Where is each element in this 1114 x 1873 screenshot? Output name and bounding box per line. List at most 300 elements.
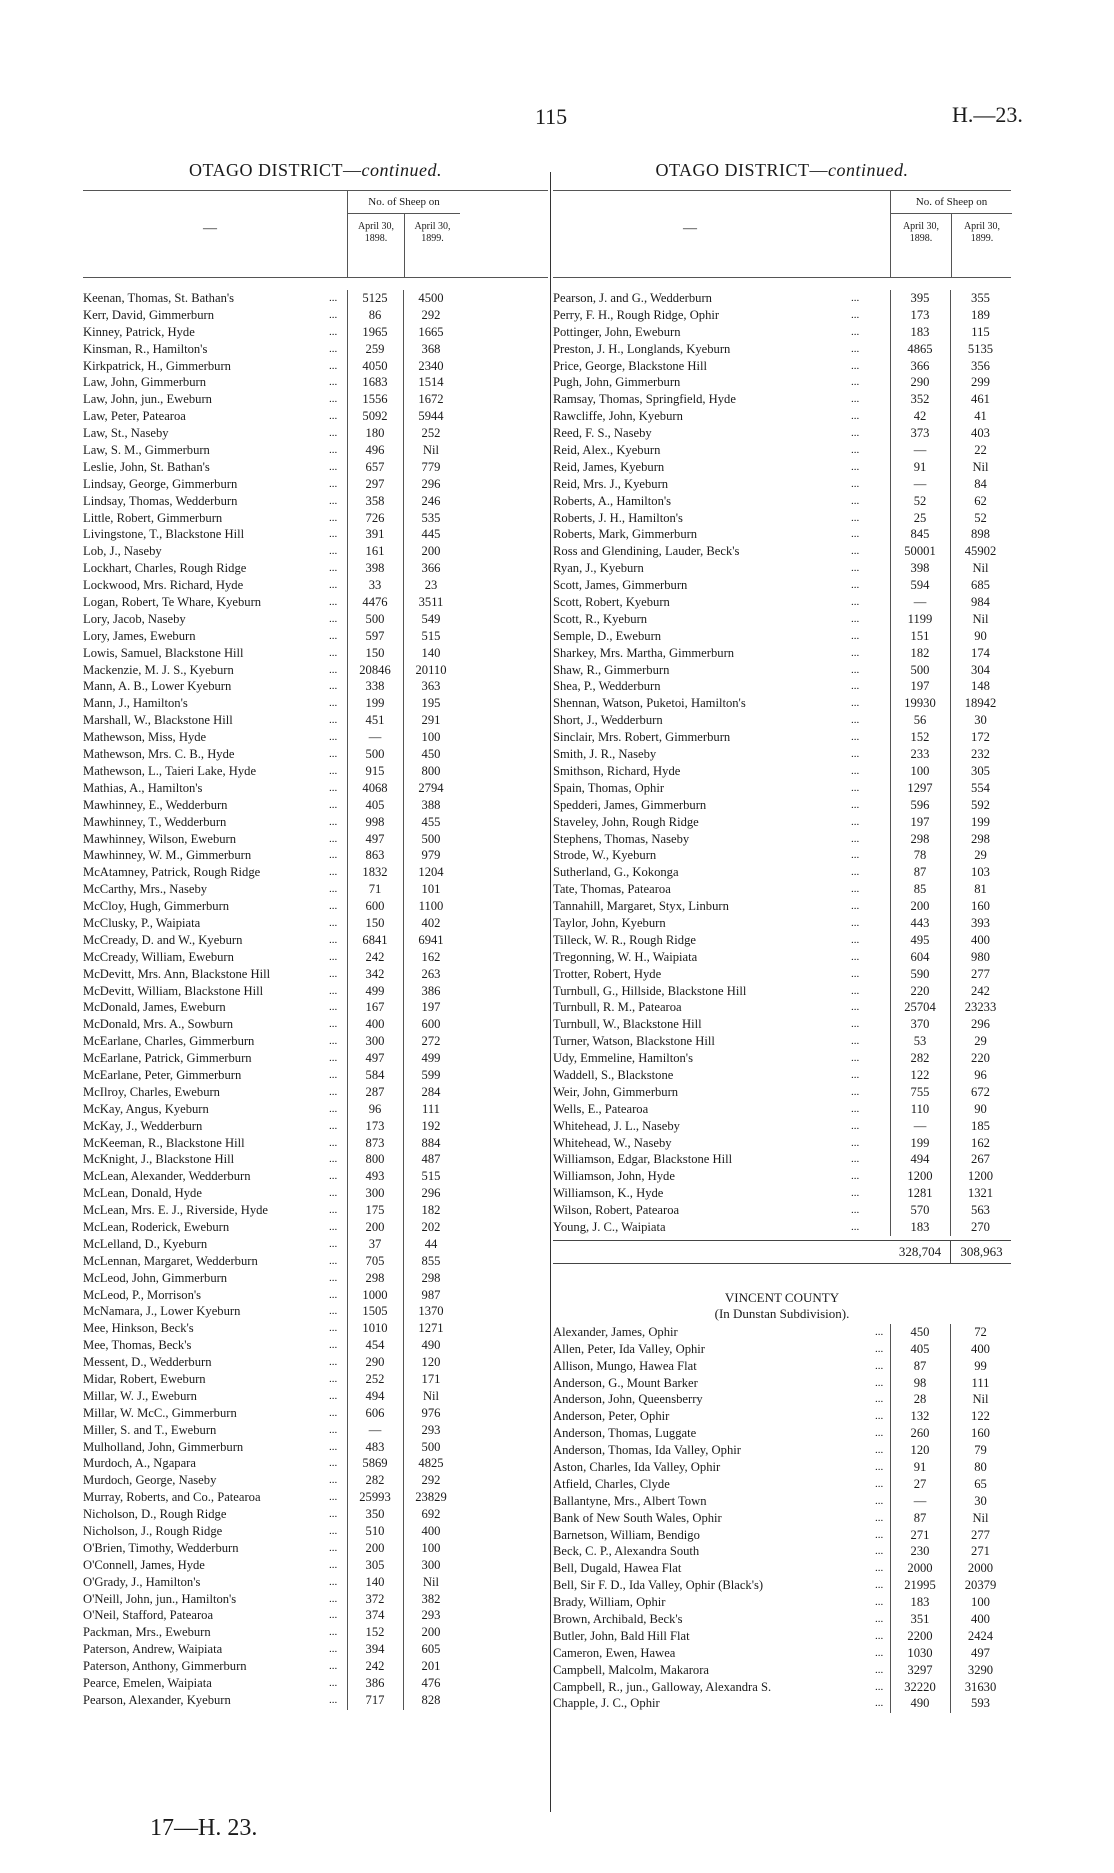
row-name: Kirkpatrick, H., Gimmerburn [83, 358, 231, 373]
value-1899: 296 [971, 1017, 990, 1032]
table-row [553, 831, 1011, 848]
value-1898: 242 [365, 1659, 385, 1674]
row-name: McClusky, P., Waipiata [83, 915, 201, 930]
leader-dots: ... [875, 1646, 884, 1659]
value-1899: 20110 [415, 662, 447, 677]
value-1898: 350 [365, 1507, 385, 1522]
leader-dots: ... [329, 748, 338, 761]
value-1899: 500 [421, 1439, 441, 1454]
leader-dots: ... [851, 1085, 860, 1098]
value-1899: Nil [422, 1388, 440, 1403]
value-1898: — [913, 595, 927, 610]
value-1898: 443 [910, 915, 930, 930]
table-row [83, 662, 548, 679]
value-1899: 252 [421, 426, 441, 441]
row-name: Lory, James, Eweburn [83, 628, 196, 643]
leader-dots: ... [851, 342, 860, 355]
row-name: Mee, Thomas, Beck's [83, 1338, 192, 1353]
leader-dots: ... [851, 1119, 860, 1132]
value-1899: Nil [972, 611, 989, 626]
value-1898: 570 [910, 1203, 930, 1218]
value-1898: 500 [910, 662, 930, 677]
table-row [83, 1506, 548, 1523]
table-row [83, 1151, 548, 1168]
value-1899: 2340 [418, 358, 444, 373]
row-name: Turnbull, W., Blackstone Hill [553, 1017, 702, 1032]
value-1898: 597 [365, 628, 385, 643]
leader-dots: ... [329, 629, 338, 642]
row-name: Campbell, R., jun., Galloway, Alexandra S. [553, 1679, 772, 1694]
table-row [553, 729, 1011, 746]
value-1898: 606 [365, 1405, 385, 1420]
row-name: Mawhinney, E., Wedderburn [83, 797, 228, 812]
value-1899: 284 [421, 1084, 441, 1099]
leader-dots: ... [329, 325, 338, 338]
value-1899: 1672 [418, 392, 444, 407]
leader-dots: ... [851, 764, 860, 777]
value-1899: 160 [971, 899, 990, 914]
value-1899: 5135 [967, 341, 994, 356]
table-row [553, 1219, 1011, 1236]
value-1898: 19930 [904, 696, 936, 711]
table-row [553, 864, 1011, 881]
value-1899: 490 [421, 1338, 441, 1353]
value-1898: 590 [910, 966, 930, 981]
value-1899: 400 [971, 932, 990, 947]
row-name: Whitehead, W., Naseby [553, 1135, 672, 1150]
table-row [83, 915, 548, 932]
table-row [83, 898, 548, 915]
column-divider [550, 172, 551, 1812]
leader-dots: ... [851, 748, 860, 761]
table-row [83, 560, 548, 577]
value-1898: 25 [913, 510, 927, 525]
value-1899: 779 [421, 459, 441, 474]
value-1899: 296 [421, 1186, 441, 1201]
leader-dots: ... [329, 292, 338, 304]
leader-dots: ... [851, 916, 860, 929]
row-name: Paterson, Andrew, Waipiata [83, 1642, 223, 1657]
leader-dots: ... [329, 815, 338, 828]
leader-dots: ... [329, 731, 338, 744]
row-name: Atfield, Charles, Clyde [553, 1476, 670, 1491]
leader-dots: ... [875, 1477, 884, 1490]
value-1898: 366 [910, 358, 930, 373]
value-1899: 122 [971, 1409, 990, 1424]
leader-dots: ... [329, 477, 338, 490]
value-1898: 705 [365, 1253, 385, 1268]
row-name: Anderson, G., Mount Barker [553, 1375, 698, 1390]
value-1899: 23829 [415, 1490, 447, 1505]
leader-dots: ... [329, 1643, 338, 1656]
value-1898: 220 [910, 983, 930, 998]
value-1898: 1832 [362, 865, 388, 880]
table-row [553, 1151, 1011, 1168]
row-name: Semple, D., Eweburn [553, 628, 662, 643]
row-name: Reed, F. S., Naseby [553, 426, 652, 441]
value-1899: 23233 [964, 1000, 997, 1015]
row-name: Williamson, K., Hyde [553, 1186, 664, 1201]
value-1898: 199 [365, 696, 385, 711]
leader-dots: ... [851, 1136, 860, 1149]
value-1899: 393 [971, 915, 990, 930]
value-1899: 298 [971, 831, 990, 846]
row-name: Ramsay, Thomas, Springfield, Hyde [553, 392, 736, 407]
leader-dots: ... [851, 646, 860, 659]
value-1899: 554 [971, 780, 990, 795]
table-row [83, 949, 548, 966]
table-row [553, 746, 1011, 763]
value-1898: 151 [910, 628, 930, 643]
leader-dots: ... [851, 1052, 860, 1065]
table-row [553, 999, 1011, 1016]
table-row [553, 797, 1011, 814]
header-col-1898: April 30, 1898. [357, 221, 395, 244]
value-1899: 277 [971, 966, 990, 981]
leader-dots: ... [329, 1068, 338, 1081]
value-1898: 394 [365, 1642, 385, 1657]
row-name: Turnbull, G., Hillside, Blackstone Hill [553, 983, 747, 998]
leader-dots: ... [329, 1508, 338, 1521]
value-1899: 599 [421, 1067, 441, 1082]
leader-dots: ... [329, 1018, 338, 1031]
value-1899: Nil [422, 443, 440, 458]
value-1898: 405 [910, 1341, 930, 1356]
value-1898: 259 [365, 341, 385, 356]
table-row [553, 847, 1011, 864]
row-name: Little, Robert, Gimmerburn [83, 510, 223, 525]
value-1898: 800 [365, 1152, 385, 1167]
leader-dots: ... [329, 528, 338, 541]
leader-dots: ... [329, 1491, 338, 1504]
row-name: McKeeman, R., Blackstone Hill [83, 1135, 245, 1150]
value-1899: 6941 [418, 932, 444, 947]
row-name: Mawhinney, W. M., Gimmerburn [83, 848, 252, 863]
table-row [83, 1287, 548, 1304]
value-1899: 980 [971, 949, 990, 964]
table-row [83, 1624, 548, 1641]
leader-dots: ... [851, 849, 860, 862]
leader-dots: ... [329, 342, 338, 355]
row-name: Law, St., Naseby [83, 426, 169, 441]
value-1899: 593 [971, 1696, 990, 1711]
leader-dots: ... [329, 900, 338, 913]
value-1899: 366 [421, 561, 441, 576]
value-1898: 91 [913, 459, 927, 474]
table-row [553, 628, 1011, 645]
value-1899: 30 [974, 713, 987, 728]
value-1898: 71 [368, 882, 382, 897]
value-1898: — [913, 1118, 927, 1133]
value-1899: 101 [421, 882, 441, 897]
value-1898: 352 [910, 392, 930, 407]
leader-dots: ... [851, 579, 860, 592]
row-name: Mathewson, L., Taieri Lake, Hyde [83, 763, 257, 778]
leader-dots: ... [851, 832, 860, 845]
table-row [553, 493, 1011, 510]
table-row [83, 881, 548, 898]
value-1898: 1030 [907, 1645, 933, 1660]
table-row [83, 1439, 548, 1456]
row-name: McLean, Roderick, Eweburn [83, 1219, 230, 1234]
row-name: Waddell, S., Blackstone [553, 1067, 674, 1082]
leader-dots: ... [851, 680, 860, 693]
row-name: Packman, Mrs., Eweburn [83, 1625, 211, 1640]
leader-dots: ... [851, 984, 860, 997]
leader-dots: ... [851, 798, 860, 811]
value-1898: 32220 [904, 1679, 936, 1694]
row-name: Miller, S. and T., Eweburn [83, 1422, 217, 1437]
value-1898: 873 [365, 1135, 385, 1150]
value-1899: 296 [421, 476, 441, 491]
table-row [83, 1455, 548, 1472]
column-rule [347, 290, 348, 1710]
leader-dots: ... [329, 1389, 338, 1402]
leader-dots: ... [851, 308, 860, 321]
value-1899: 267 [971, 1152, 990, 1167]
row-name: Allison, Mungo, Hawea Flat [553, 1358, 697, 1373]
leader-dots: ... [329, 1035, 338, 1048]
leader-dots: ... [851, 292, 860, 304]
table-row [83, 425, 548, 442]
row-name: Mathias, A., Hamilton's [83, 780, 203, 795]
row-name: Tilleck, W. R., Rough Ridge [553, 932, 696, 947]
table-row [553, 476, 1011, 493]
leader-dots: ... [329, 883, 338, 896]
table-row [83, 510, 548, 527]
value-1898: 4476 [362, 595, 388, 610]
value-1899: 515 [421, 628, 441, 643]
value-1899: 195 [421, 696, 441, 711]
value-1899: 199 [971, 814, 990, 829]
value-1898: 5125 [362, 291, 388, 305]
value-1899: 293 [421, 1608, 441, 1623]
row-name: McEarlane, Patrick, Gimmerburn [83, 1051, 252, 1066]
table-row [553, 1185, 1011, 1202]
value-1899: 100 [971, 1595, 990, 1610]
value-1898: 1556 [362, 392, 388, 407]
row-name: Law, John, jun., Eweburn [83, 392, 212, 407]
table-row [553, 1375, 1011, 1392]
table-row [83, 408, 548, 425]
row-name: O'Brien, Timothy, Wedderburn [83, 1540, 239, 1555]
value-1899: 96 [974, 1067, 987, 1082]
value-1898: 2200 [907, 1628, 933, 1643]
table-row [553, 1527, 1011, 1544]
row-name: Lockhart, Charles, Rough Ridge [83, 561, 247, 576]
row-name: Campbell, Malcolm, Makarora [553, 1662, 709, 1677]
leader-dots: ... [329, 1474, 338, 1487]
row-name: Mann, J., Hamilton's [83, 696, 188, 711]
row-name: Lindsay, Thomas, Wedderburn [83, 493, 238, 508]
table-row [83, 290, 548, 307]
table-row [553, 526, 1011, 543]
total-1898: 328,704 [898, 1243, 942, 1259]
value-1899: 800 [421, 763, 441, 778]
row-name: Pottinger, John, Eweburn [553, 324, 681, 339]
vincent-county-table-body [553, 1324, 1011, 1712]
value-1899: 171 [421, 1372, 441, 1386]
value-1899: Nil [972, 561, 989, 576]
leader-dots: ... [851, 427, 860, 440]
value-1899: 2424 [967, 1628, 994, 1643]
value-1899: 292 [421, 1473, 441, 1488]
row-name: Wilson, Robert, Patearoa [553, 1203, 680, 1218]
row-name: Shea, P., Wedderburn [553, 679, 661, 694]
table-row [83, 577, 548, 594]
value-1898: 490 [910, 1696, 930, 1711]
table-row [83, 391, 548, 408]
table-row [83, 1523, 548, 1540]
row-name: Livingstone, T., Blackstone Hill [83, 527, 245, 542]
value-1899: 976 [421, 1405, 441, 1420]
leader-dots: ... [329, 1525, 338, 1538]
value-1898: 242 [365, 949, 385, 964]
row-name: Anderson, Thomas, Ida Valley, Ophir [553, 1443, 741, 1458]
row-name: Turner, Watson, Blackstone Hill [553, 1034, 715, 1049]
value-1898: 140 [365, 1574, 385, 1589]
row-name: Millar, W. McC., Gimmerburn [83, 1405, 237, 1420]
leader-dots: ... [329, 1085, 338, 1098]
row-name: Aston, Charles, Ida Valley, Ophir [553, 1460, 721, 1474]
value-1899: 263 [421, 966, 441, 981]
leader-dots: ... [851, 528, 860, 541]
table-row [83, 763, 548, 780]
value-1898: 451 [365, 713, 385, 728]
leader-dots: ... [851, 663, 860, 676]
row-name: Turnbull, R. M., Patearoa [553, 1000, 682, 1015]
value-1899: Nil [972, 459, 989, 474]
table-row [553, 358, 1011, 375]
value-1898: 391 [365, 527, 385, 542]
row-name: Wells, E., Patearoa [553, 1101, 649, 1116]
footer-reference: 17—H. 23. [150, 1815, 258, 1841]
leader-dots: ... [329, 764, 338, 777]
leader-dots: ... [875, 1629, 884, 1642]
total-1899: 308,963 [950, 1241, 1012, 1263]
value-1899: 987 [421, 1287, 441, 1302]
row-name: Sinclair, Mrs. Robert, Gimmerburn [553, 730, 731, 745]
table-row [83, 1236, 548, 1253]
value-1899: 84 [974, 476, 987, 491]
leader-dots: ... [875, 1545, 884, 1558]
table-row [83, 999, 548, 1016]
table-row [83, 1168, 548, 1185]
left-table-header [83, 190, 548, 278]
value-1898: 998 [365, 814, 385, 829]
value-1899: 298 [421, 1270, 441, 1285]
leader-dots: ... [851, 815, 860, 828]
leader-dots: ... [851, 866, 860, 879]
value-1898: 497 [365, 1051, 385, 1066]
value-1898: 657 [365, 459, 385, 474]
row-name: Leslie, John, St. Bathan's [83, 459, 210, 474]
row-name: McCarthy, Mrs., Naseby [83, 882, 208, 897]
value-1898: 450 [910, 1324, 930, 1339]
row-name: Lory, Jacob, Naseby [83, 611, 186, 626]
row-name: Preston, J. H., Longlands, Kyeburn [553, 341, 731, 356]
value-1899: 90 [974, 1101, 987, 1116]
row-name: Shennan, Watson, Puketoi, Hamilton's [553, 696, 746, 711]
value-1898: 27 [913, 1476, 927, 1491]
table-row [553, 898, 1011, 915]
value-1898: 1683 [362, 375, 388, 390]
value-1899: 450 [421, 747, 441, 762]
value-1899: 200 [421, 1625, 441, 1640]
table-row [553, 1662, 1011, 1679]
leader-dots: ... [851, 714, 860, 727]
value-1898: 6841 [362, 932, 388, 947]
value-1898: 161 [365, 544, 385, 559]
leader-dots: ... [329, 1541, 338, 1554]
leader-dots: ... [851, 494, 860, 507]
value-1898: 496 [365, 443, 385, 458]
value-1899: 220 [971, 1051, 990, 1066]
leader-dots: ... [329, 612, 338, 625]
table-row [83, 1033, 548, 1050]
value-1898: 305 [365, 1557, 385, 1572]
row-name: Sutherland, G., Kokonga [553, 865, 679, 880]
value-1898: 287 [365, 1084, 385, 1099]
value-1899: 41 [974, 409, 987, 424]
value-1898: 915 [365, 763, 385, 778]
value-1898: 20846 [359, 662, 391, 677]
header-dash: — [683, 221, 697, 236]
row-name: McKnight, J., Blackstone Hill [83, 1152, 235, 1167]
leader-dots: ... [875, 1562, 884, 1575]
table-row [553, 662, 1011, 679]
value-1899: 400 [971, 1612, 990, 1627]
row-name: Young, J. C., Waipiata [553, 1219, 666, 1234]
value-1898: 183 [910, 324, 930, 339]
table-row [553, 324, 1011, 341]
value-1898: 398 [910, 561, 930, 576]
table-row [83, 966, 548, 983]
value-1898: 175 [365, 1203, 385, 1218]
leader-dots: ... [329, 1305, 338, 1318]
leader-dots: ... [851, 1001, 860, 1014]
value-1898: 4865 [907, 341, 933, 356]
value-1899: 242 [971, 983, 990, 998]
value-1898: 863 [365, 848, 385, 863]
value-1899: 52 [974, 510, 987, 525]
row-name: Pearson, Alexander, Kyeburn [83, 1692, 231, 1707]
table-row [553, 966, 1011, 983]
table-row [553, 1168, 1011, 1185]
value-1898: 717 [365, 1692, 385, 1707]
table-row [83, 476, 548, 493]
value-1899: 3290 [967, 1662, 994, 1677]
table-row [553, 1084, 1011, 1101]
value-1899: 403 [971, 426, 990, 441]
table-row [83, 645, 548, 662]
value-1899: 31630 [964, 1679, 997, 1694]
row-name: Tannahill, Margaret, Styx, Linburn [553, 899, 729, 914]
section-subtitle: (In Dunstan Subdivision). [714, 1305, 850, 1321]
value-1899: 160 [971, 1426, 990, 1441]
leader-dots: ... [851, 1187, 860, 1200]
value-1898: 85 [913, 882, 927, 897]
leader-dots: ... [875, 1444, 884, 1457]
leader-dots: ... [851, 359, 860, 372]
row-name: Rawcliffe, John, Kyeburn [553, 409, 683, 424]
leader-dots: ... [329, 427, 338, 440]
value-1899: 305 [971, 763, 990, 778]
leader-dots: ... [329, 1119, 338, 1132]
table-row [553, 1425, 1011, 1442]
value-1899: 4500 [418, 291, 444, 305]
leader-dots: ... [329, 916, 338, 929]
